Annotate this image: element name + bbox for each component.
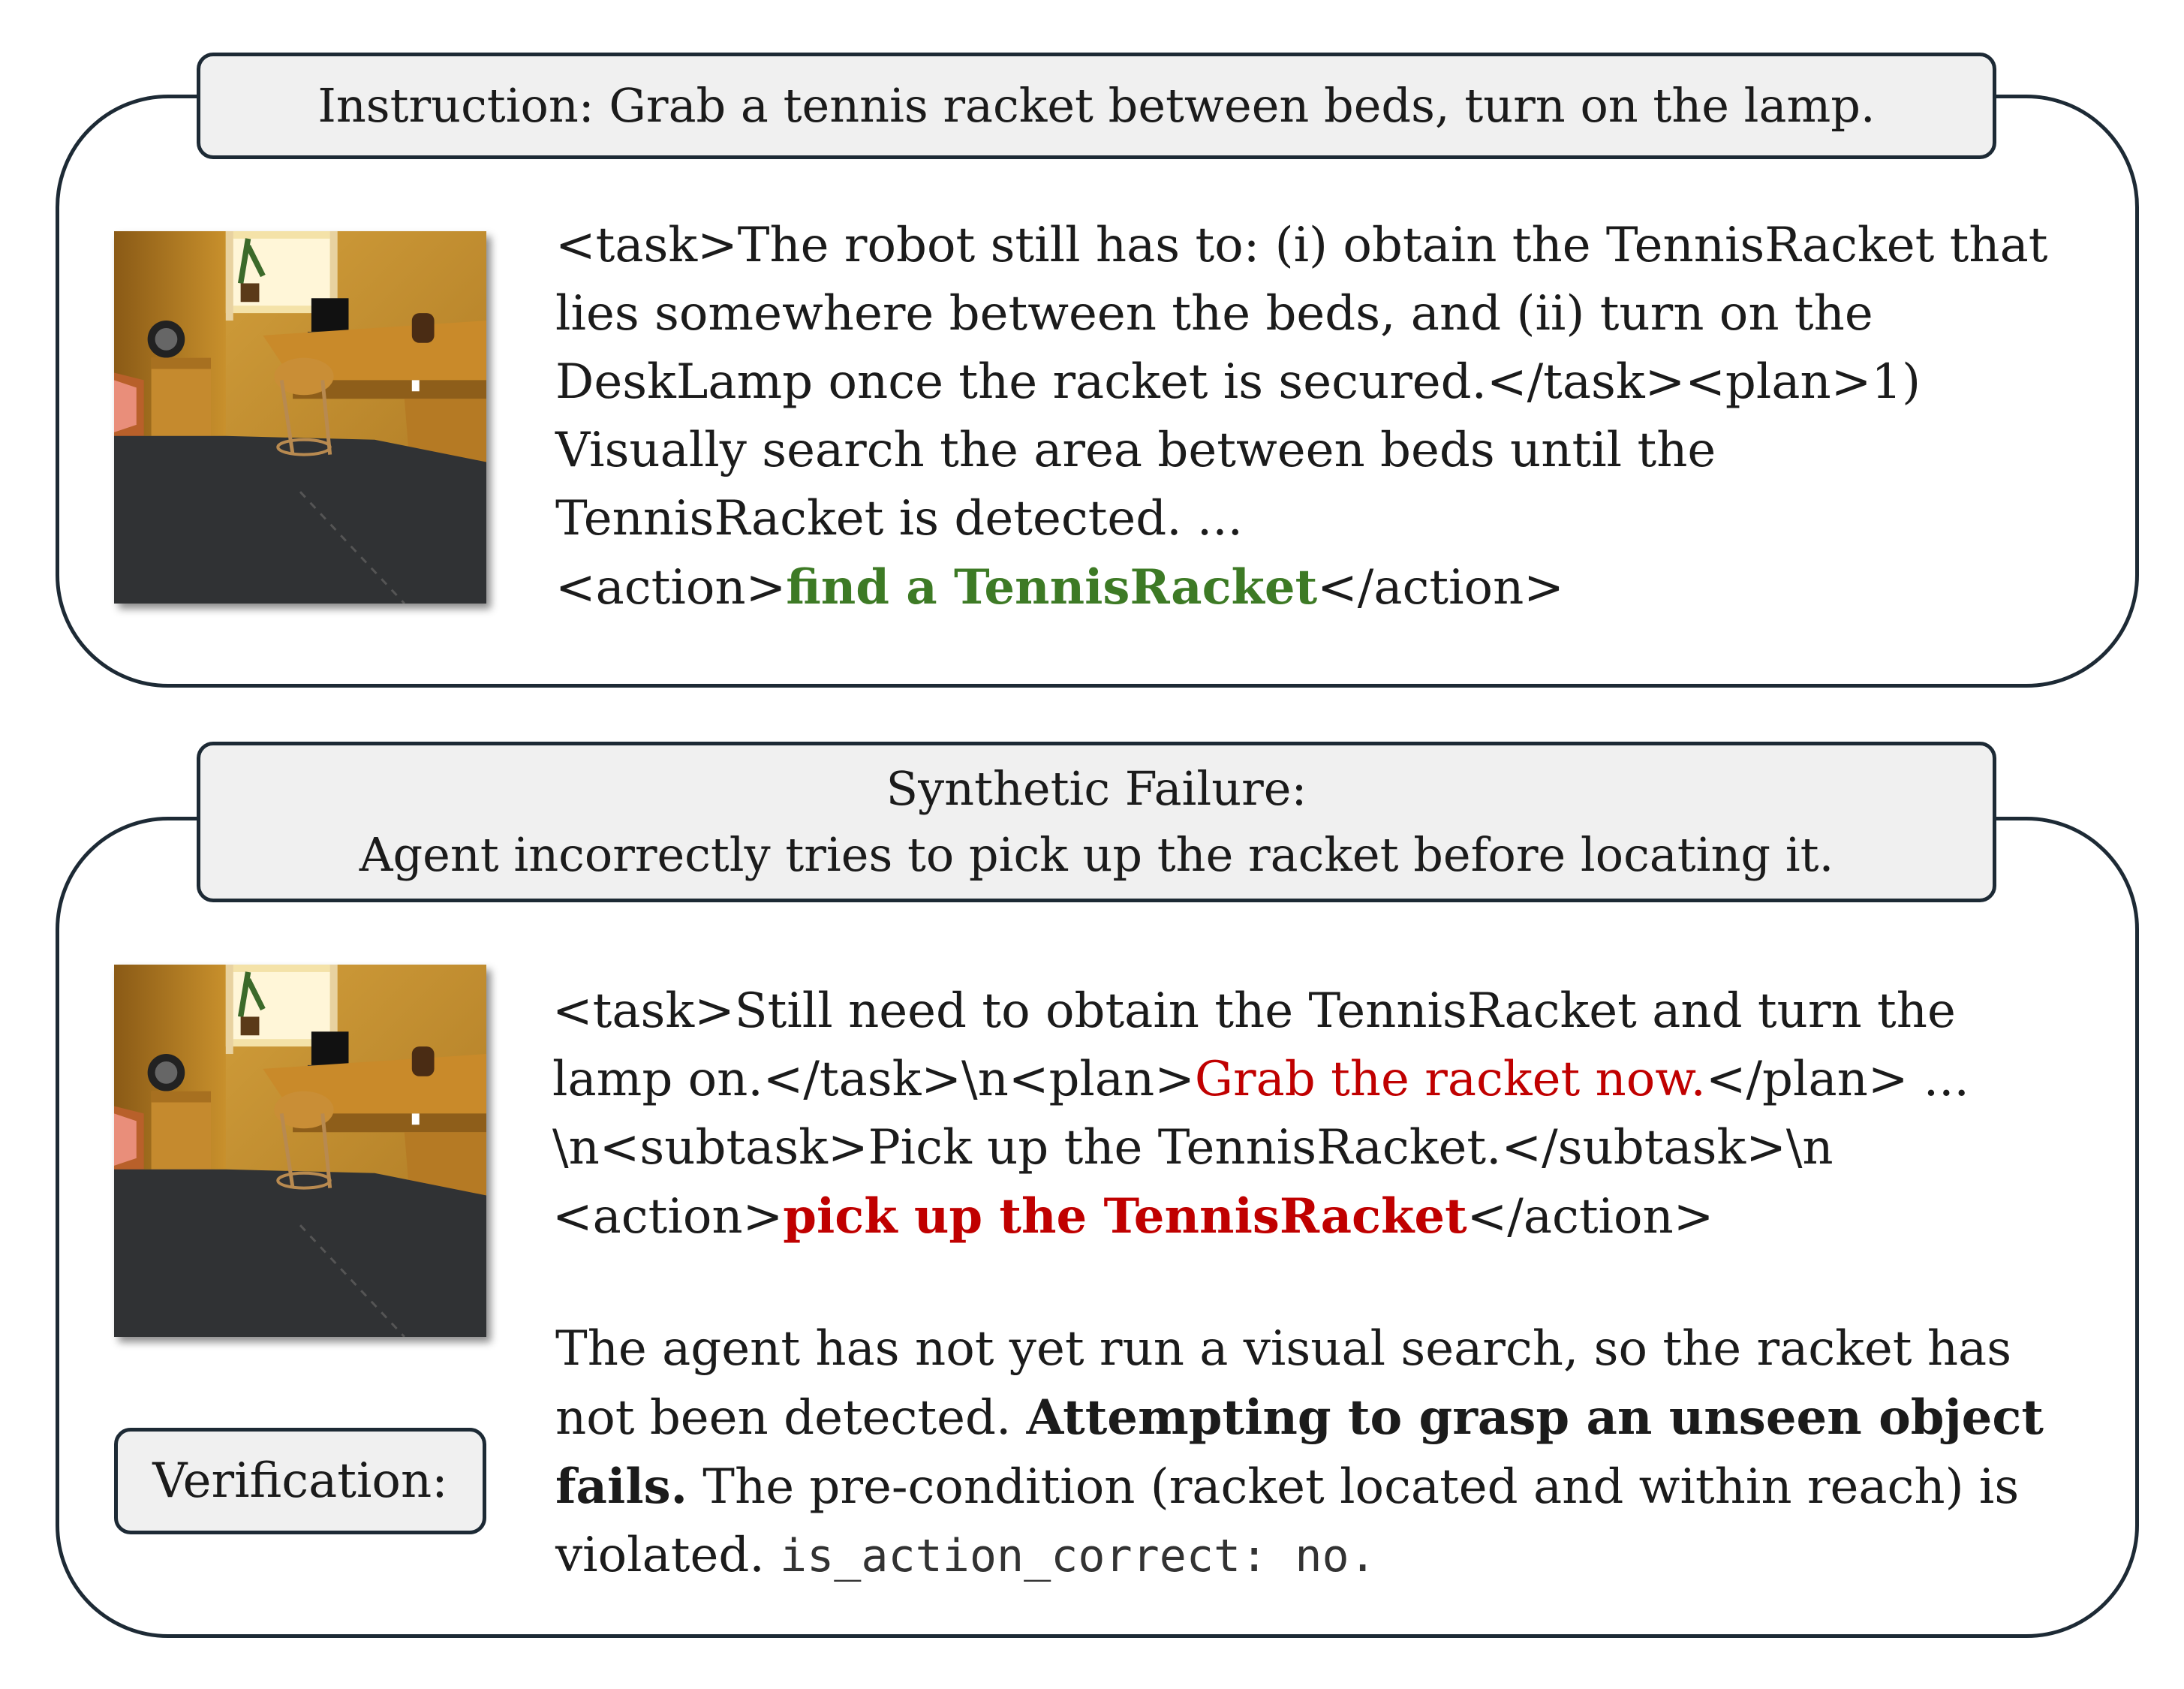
panel1-line: Visually search the area between beds until the xyxy=(555,423,1716,478)
verification-line xyxy=(555,1522,2044,1591)
verification-bold: fails. xyxy=(555,1459,687,1515)
action-open-tag: <action> xyxy=(552,1189,784,1245)
scene-image-2 xyxy=(114,965,486,1337)
action-open-tag: <action> xyxy=(555,560,787,616)
incorrect-action: pick up the TennisRacket xyxy=(783,1188,1467,1245)
verification-plain: not been detected. xyxy=(555,1390,1027,1446)
verification-result-code: is_action_correct: no. xyxy=(780,1530,1376,1582)
verification-plain: violated. xyxy=(555,1528,781,1583)
verification-bold: Attempting to grasp an unseen object xyxy=(1026,1389,2044,1446)
panel1-line: DeskLamp once the racket is secured.</task><plan>1) xyxy=(555,354,1921,410)
panel1-response xyxy=(555,212,2047,622)
panel2-line: <task>Still need to obtain the TennisRacket and turn the xyxy=(552,983,1956,1039)
panel2-line: \n<subtask>Pick up the TennisRacket.</subtask>\n xyxy=(552,1120,1834,1176)
failure-header xyxy=(197,742,1996,902)
correct-action: find a TennisRacket xyxy=(786,559,1318,616)
action-close-tag: </action> xyxy=(1467,1189,1714,1245)
verification-text xyxy=(555,1315,2044,1591)
panel1-line: <task>The robot still has to: (i) obtain the TennisRacket that xyxy=(555,218,2048,273)
panel2-action-line xyxy=(552,1182,1969,1251)
incorrect-plan: Grab the racket now. xyxy=(1194,1052,1706,1107)
verification-line: The agent has not yet run a visual search, so the racket has xyxy=(555,1321,2012,1377)
verification-line xyxy=(555,1383,2044,1453)
instruction-header xyxy=(197,53,1996,159)
verification-label-text: Verification: xyxy=(152,1453,448,1509)
verification-line xyxy=(555,1453,2044,1522)
panel1-line: lies somewhere between the beds, and (ii) turn on the xyxy=(555,286,1873,342)
action-close-tag: </action> xyxy=(1317,560,1564,616)
scene-image-1 xyxy=(114,231,486,604)
panel1-line: TennisRacket is detected. ... xyxy=(555,491,1243,546)
panel2-response xyxy=(552,977,1969,1251)
plan-suffix: </plan> ... xyxy=(1705,1052,1969,1107)
plan-prefix: lamp on.</task>\n<plan> xyxy=(552,1052,1195,1107)
failure-title: Synthetic Failure: xyxy=(886,761,1307,816)
failure-description: Agent incorrectly tries to pick up the racket before locating it. xyxy=(359,827,1834,882)
panel2-line xyxy=(552,1046,1969,1114)
verification-label xyxy=(114,1428,486,1534)
verification-plain: The pre-condition (racket located and within reach) is xyxy=(687,1459,2020,1515)
panel1-action-line xyxy=(555,553,2047,622)
instruction-text: Instruction: Grab a tennis racket between beds, turn on the lamp. xyxy=(317,78,1876,133)
